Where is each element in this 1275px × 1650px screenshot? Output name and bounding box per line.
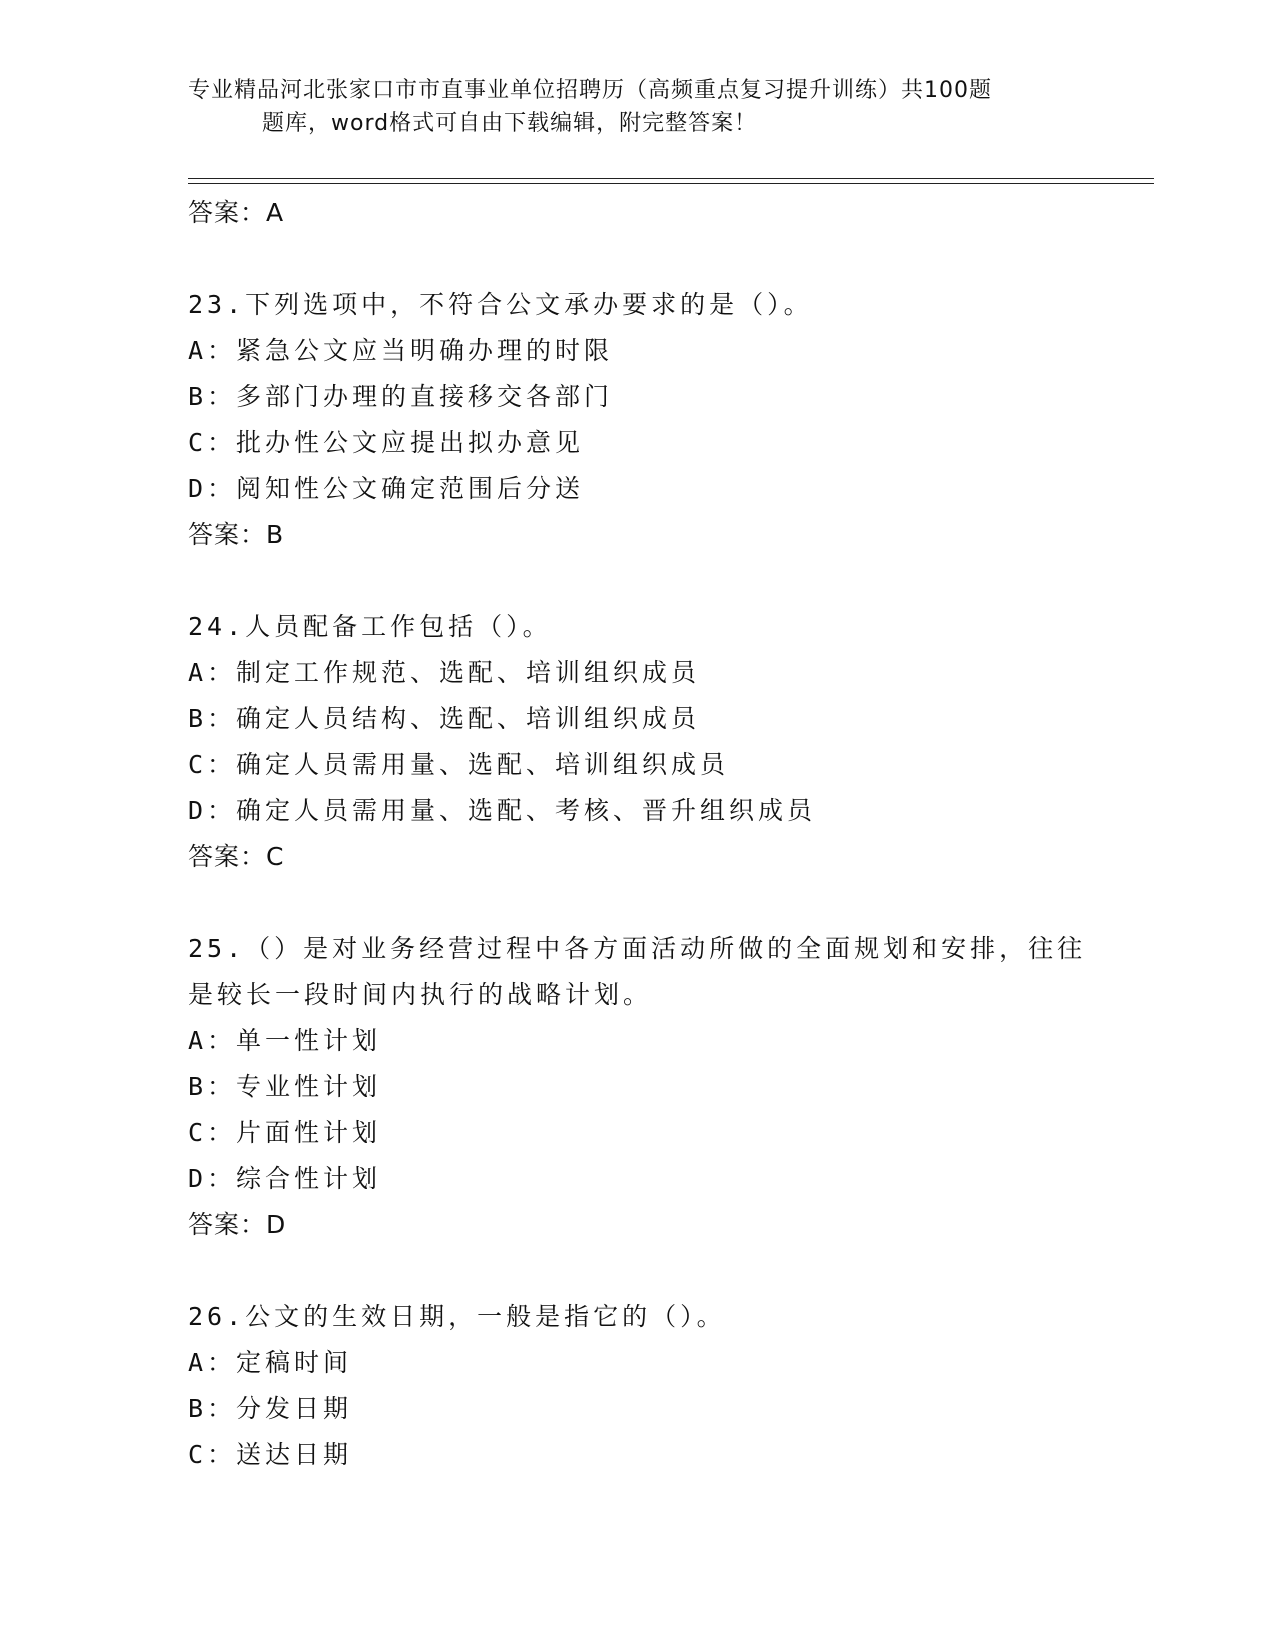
- option-d: D：确定人员需用量、选配、考核、晋升组织成员: [188, 796, 817, 825]
- option-a: A：定稿时间: [188, 1348, 353, 1377]
- question-text-line-2: 是较长一段时间内执行的战略计划。: [188, 980, 653, 1009]
- header-title-line-2: 题库，word格式可自由下载编辑，附完整答案！: [262, 111, 758, 136]
- spacer: [188, 236, 1088, 282]
- question-text-line-1: 25.（）是对业务经营过程中各方面活动所做的全面规划和安排，往往: [188, 934, 1087, 963]
- header-title-line-1: 专业精品河北张家口市市直事业单位招聘历（高频重点复习提升训练）共100题: [188, 78, 992, 103]
- option-c: C：送达日期: [188, 1440, 353, 1469]
- option-d: D：阅知性公文确定范围后分送: [188, 474, 585, 503]
- option-b: B：分发日期: [188, 1394, 353, 1423]
- answer-label: 答案：B: [188, 520, 285, 549]
- option-c: C：确定人员需用量、选配、培训组织成员: [188, 750, 730, 779]
- header-divider-bottom: [188, 183, 1154, 184]
- option-d: D：综合性计划: [188, 1164, 382, 1193]
- question-text: 26.公文的生效日期，一般是指它的（）。: [188, 1302, 726, 1331]
- option-b: B：专业性计划: [188, 1072, 382, 1101]
- question-item: [188, 604, 1088, 880]
- option-c: C：批办性公文应提出拟办意见: [188, 428, 585, 457]
- option-a: A：制定工作规范、选配、培训组织成员: [188, 658, 701, 687]
- spacer: [188, 880, 1088, 926]
- answer-label: 答案：D: [188, 1210, 287, 1239]
- header-divider-top: [188, 178, 1154, 179]
- option-c: C：片面性计划: [188, 1118, 382, 1147]
- answer-label: 答案：A: [188, 198, 285, 227]
- option-b: B：多部门办理的直接移交各部门: [188, 382, 614, 411]
- answer-label: 答案：C: [188, 842, 285, 871]
- spacer: [188, 1248, 1088, 1294]
- spacer: [188, 558, 1088, 604]
- question-list: [188, 190, 1088, 1478]
- question-item: [188, 1294, 1088, 1478]
- option-a: A：紧急公文应当明确办理的时限: [188, 336, 614, 365]
- option-b: B：确定人员结构、选配、培训组织成员: [188, 704, 701, 733]
- option-a: A：单一性计划: [188, 1026, 382, 1055]
- question-text: 23.下列选项中，不符合公文承办要求的是（）。: [188, 290, 813, 319]
- document-header: [188, 74, 1088, 140]
- question-item: [188, 926, 1088, 1248]
- question-item: [188, 282, 1088, 558]
- question-text: 24.人员配备工作包括（）。: [188, 612, 552, 641]
